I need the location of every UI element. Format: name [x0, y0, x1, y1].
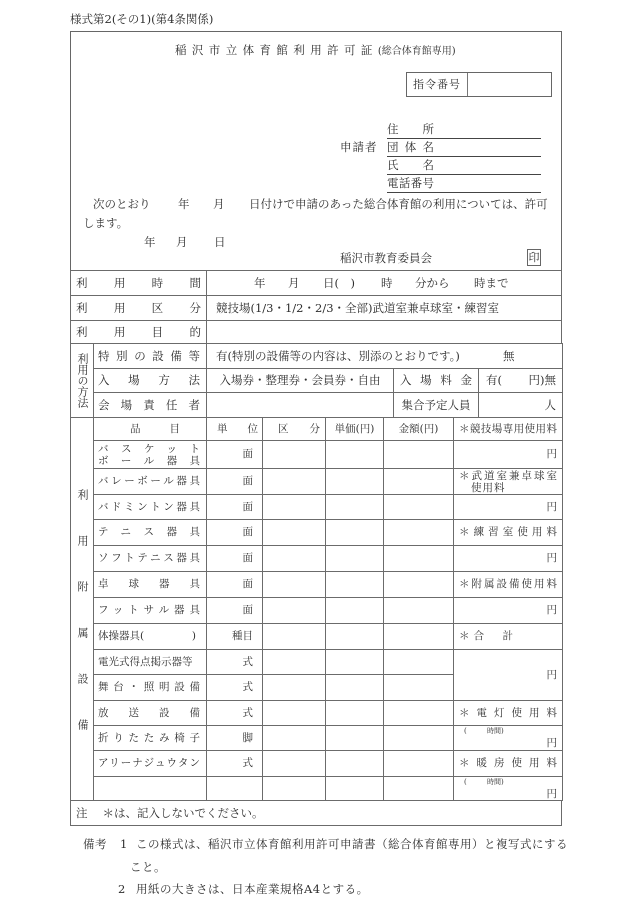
item-unit: 面 [207, 572, 263, 598]
fee-budo-label [454, 469, 563, 495]
applicant-address-row [387, 121, 541, 139]
item-category [263, 495, 326, 520]
item-unit: 面 [207, 441, 263, 469]
item-unit-price [326, 469, 384, 495]
note-table [70, 800, 562, 826]
title-main: 稲沢市立体育館利用許可証 [175, 43, 378, 57]
remark-number: 2 [118, 882, 126, 896]
issue-date-month: 月 [176, 235, 188, 249]
usage-time-label: 利用時間 [71, 271, 207, 296]
usage-time-row [71, 271, 562, 296]
item-amount [384, 598, 454, 624]
usage-method-label-cell [71, 344, 94, 418]
fee-budo-yen: 円 [454, 495, 563, 520]
usage-method-label: 利用の方法 [76, 353, 89, 408]
table-row [71, 650, 563, 675]
usage-category-label: 利用区分 [71, 296, 207, 321]
item-amount [384, 726, 454, 751]
usage-info-table [70, 270, 562, 344]
remark-text-continued: こと。 [130, 860, 166, 874]
table-row [71, 598, 563, 624]
item-amount [384, 675, 454, 701]
name-field [434, 157, 541, 174]
item-unit: 面 [207, 469, 263, 495]
item-name-open: 体操器具( [98, 630, 145, 642]
venue-manager-label: 会場責任者 [94, 393, 207, 418]
item-unit-price [326, 441, 384, 469]
table-row [71, 520, 563, 546]
item-name-close: ) [191, 630, 196, 642]
lighting-hours-open: ( [464, 727, 467, 735]
statement-lead: 次のとおり [93, 197, 151, 211]
item-unit-price [326, 777, 384, 801]
item-name: フットサル器具 [94, 598, 207, 624]
item-name: 電光式得点掲示器等 [94, 650, 207, 675]
order-number-box [406, 72, 552, 97]
note-text: ＊は、記入しないでください。 [102, 805, 264, 820]
item-name: 放送設備 [94, 701, 207, 726]
item-unit: 種目 [207, 624, 263, 650]
item-unit: 式 [207, 751, 263, 777]
admission-fee-value [479, 369, 563, 393]
fee-heating-label: ＊暖房使用料 [454, 751, 563, 777]
special-equipment-label: 特別の設備等 [94, 344, 207, 369]
item-category [263, 777, 326, 801]
heating-hours-open: ( [464, 778, 467, 786]
usage-method-table [70, 343, 563, 418]
item-amount [384, 751, 454, 777]
applicant-label: 申請者 [340, 140, 378, 154]
venue-manager-value [207, 393, 394, 418]
fee-lighting-amount [454, 726, 563, 751]
expected-attendance-label: 集合予定人員 [394, 393, 479, 418]
name-label: 氏名 [387, 158, 434, 172]
admission-method-value: 入場券・整理券・会員券・自由 [207, 369, 394, 393]
item-name: アリーナジュウタン [94, 751, 207, 777]
usage-purpose-value [207, 321, 562, 344]
fee-label-line: 使用料 [471, 481, 506, 494]
item-unit-price [326, 546, 384, 572]
admission-method-label: 入場方法 [94, 369, 207, 393]
time-day-weekday: 日( ) [323, 275, 355, 290]
item-unit-price [326, 624, 384, 650]
statement-text-continued: します。 [83, 216, 129, 230]
item-unit: 脚 [207, 726, 263, 751]
item-unit-price [326, 675, 384, 701]
usage-category-value: 競技場(1/3・1/2・2/3・全部)武道室兼卓球室・練習室 [207, 296, 562, 321]
remark-number: 1 [120, 837, 128, 851]
time-month: 月 [288, 275, 300, 290]
usage-category-row [71, 296, 562, 321]
equipment-header-row [71, 418, 563, 441]
permit-form [70, 31, 562, 826]
usage-time-value [207, 271, 562, 296]
statement-year: 年 [178, 197, 190, 211]
usage-purpose-label: 利用目的 [71, 321, 207, 344]
item-amount [384, 469, 454, 495]
item-unit-price [326, 598, 384, 624]
manager-row [71, 393, 563, 418]
fee-label-line: ＊武道室兼卓球室 [459, 469, 557, 482]
applicant-name-row [387, 157, 541, 175]
item-amount [384, 572, 454, 598]
column-header-category: 区分 [263, 418, 326, 441]
item-category [263, 598, 326, 624]
time-hour: 時 [381, 275, 393, 290]
expected-attendance-unit: 人 [479, 393, 563, 418]
item-name: ソフトテニス器具 [94, 546, 207, 572]
equipment-table [70, 417, 563, 801]
special-equipment-value [207, 344, 563, 369]
equipment-section-label: 利用附属設備 [76, 488, 89, 730]
address-field [434, 121, 541, 138]
heating-hours-label: 時間) [487, 778, 504, 786]
table-row [71, 441, 563, 469]
fee-equipment-yen: 円 [454, 598, 563, 624]
order-number-field [468, 73, 551, 96]
item-name-line: ボール器具 [98, 454, 200, 467]
item-unit: 式 [207, 650, 263, 675]
time-year: 年 [254, 275, 266, 290]
item-unit: 面 [207, 495, 263, 520]
issue-date-year: 年 [144, 235, 156, 249]
column-header-unit: 単位 [207, 418, 263, 441]
admission-fee-yes: 有( [486, 373, 502, 387]
note-row [71, 801, 562, 826]
usage-purpose-row [71, 321, 562, 344]
admission-fee-label: 入場料金 [394, 369, 479, 393]
item-unit: 式 [207, 701, 263, 726]
form-title [175, 42, 456, 60]
fee-total-label: ＊合 計 [454, 624, 563, 650]
item-category [263, 546, 326, 572]
item-category [263, 624, 326, 650]
order-number-label: 指令番号 [407, 73, 468, 96]
fee-total-yen: 円 [454, 650, 563, 701]
item-amount [384, 546, 454, 572]
table-row [71, 546, 563, 572]
item-category [263, 520, 326, 546]
table-row [71, 495, 563, 520]
table-row [71, 624, 563, 650]
special-equipment-row [71, 344, 563, 369]
item-name: 舞台・照明設備 [94, 675, 207, 701]
item-category [263, 469, 326, 495]
lighting-yen: 円 [546, 737, 557, 749]
item-unit: 式 [207, 675, 263, 701]
item-category [263, 751, 326, 777]
item-name: バレーボール器具 [94, 469, 207, 495]
item-unit-price [326, 650, 384, 675]
applicant-organization-row [387, 139, 541, 157]
table-row [71, 469, 563, 495]
item-unit: 面 [207, 598, 263, 624]
item-category [263, 572, 326, 598]
applicant-phone-row [387, 175, 541, 193]
item-name [94, 441, 207, 469]
applicant-fields [387, 121, 541, 193]
table-row [71, 777, 563, 801]
organization-label: 団体名 [387, 140, 434, 154]
table-row [71, 751, 563, 777]
table-row [71, 701, 563, 726]
item-name [94, 777, 207, 801]
item-unit-price [326, 751, 384, 777]
fee-practice-label: ＊練習室使用料 [454, 520, 563, 546]
item-name: 卓球器具 [94, 572, 207, 598]
time-hour-until: 時まで [474, 275, 509, 290]
item-unit [207, 777, 263, 801]
form-number-label: 様式第2(その1)(第4条関係) [70, 12, 214, 26]
item-unit-price [326, 495, 384, 520]
table-row [71, 726, 563, 751]
item-unit-price [326, 572, 384, 598]
item-amount [384, 441, 454, 469]
item-amount [384, 624, 454, 650]
remark-text: この様式は、稲沢市立体育館利用許可申請書（総合体育館専用）と複写式にする [136, 837, 568, 851]
seal-stamp-box: 印 [528, 251, 540, 264]
item-name: バドミントン器具 [94, 495, 207, 520]
remarks-label: 備考 [83, 837, 107, 851]
organization-field [434, 139, 541, 156]
item-amount [384, 701, 454, 726]
admission-row [71, 369, 563, 393]
equipment-section-label-cell [71, 418, 94, 801]
statement-text: 日付けで申請のあった総合体育館の利用については、許可 [249, 197, 548, 211]
item-name [94, 624, 207, 650]
fee-equipment-label: ＊附属設備使用料 [454, 572, 563, 598]
item-name: テニス器具 [94, 520, 207, 546]
item-amount [384, 777, 454, 801]
item-amount [384, 520, 454, 546]
fee-practice-yen: 円 [454, 546, 563, 572]
heating-yen: 円 [546, 788, 557, 800]
issue-date-day: 日 [214, 235, 226, 249]
remark-text: 用紙の大きさは、日本産業規格A4とする。 [136, 882, 369, 896]
lighting-hours-label: 時間) [487, 727, 504, 735]
item-category [263, 701, 326, 726]
item-unit-price [326, 701, 384, 726]
column-header-item: 品目 [94, 418, 207, 441]
item-unit-price [326, 726, 384, 751]
permit-header-section [70, 31, 562, 270]
special-equipment-no: 無 [503, 348, 515, 363]
admission-fee-yen-none: 円)無 [528, 373, 557, 387]
issuer-name: 稲沢市教育委員会 [340, 251, 432, 265]
statement-month: 月 [213, 197, 225, 211]
item-amount [384, 495, 454, 520]
item-unit-price [326, 520, 384, 546]
item-unit: 面 [207, 546, 263, 572]
item-name: 折りたたみ椅子 [94, 726, 207, 751]
item-category [263, 650, 326, 675]
fee-heating-amount [454, 777, 563, 801]
note-cell [71, 801, 562, 826]
phone-field [434, 175, 541, 192]
item-unit: 面 [207, 520, 263, 546]
title-suffix: (総合体育館専用) [377, 46, 456, 57]
note-label: 注 [76, 805, 88, 820]
item-category [263, 726, 326, 751]
phone-label: 電話番号 [387, 176, 434, 190]
item-category [263, 675, 326, 701]
fee-arena-yen: 円 [454, 441, 563, 469]
table-row [71, 572, 563, 598]
column-header-amount: 金額(円) [384, 418, 454, 441]
fee-arena-label: ＊競技場専用使用料 [454, 418, 563, 441]
address-label: 住所 [387, 122, 434, 136]
item-amount [384, 650, 454, 675]
column-header-unit-price: 単価(円) [326, 418, 384, 441]
fee-lighting-label: ＊電灯使用料 [454, 701, 563, 726]
time-minute-from: 分から [415, 275, 450, 290]
item-category [263, 441, 326, 469]
item-name-line: バスケット [98, 442, 200, 455]
special-equipment-yes: 有(特別の設備等の内容は、別添のとおりです。) [216, 348, 460, 363]
